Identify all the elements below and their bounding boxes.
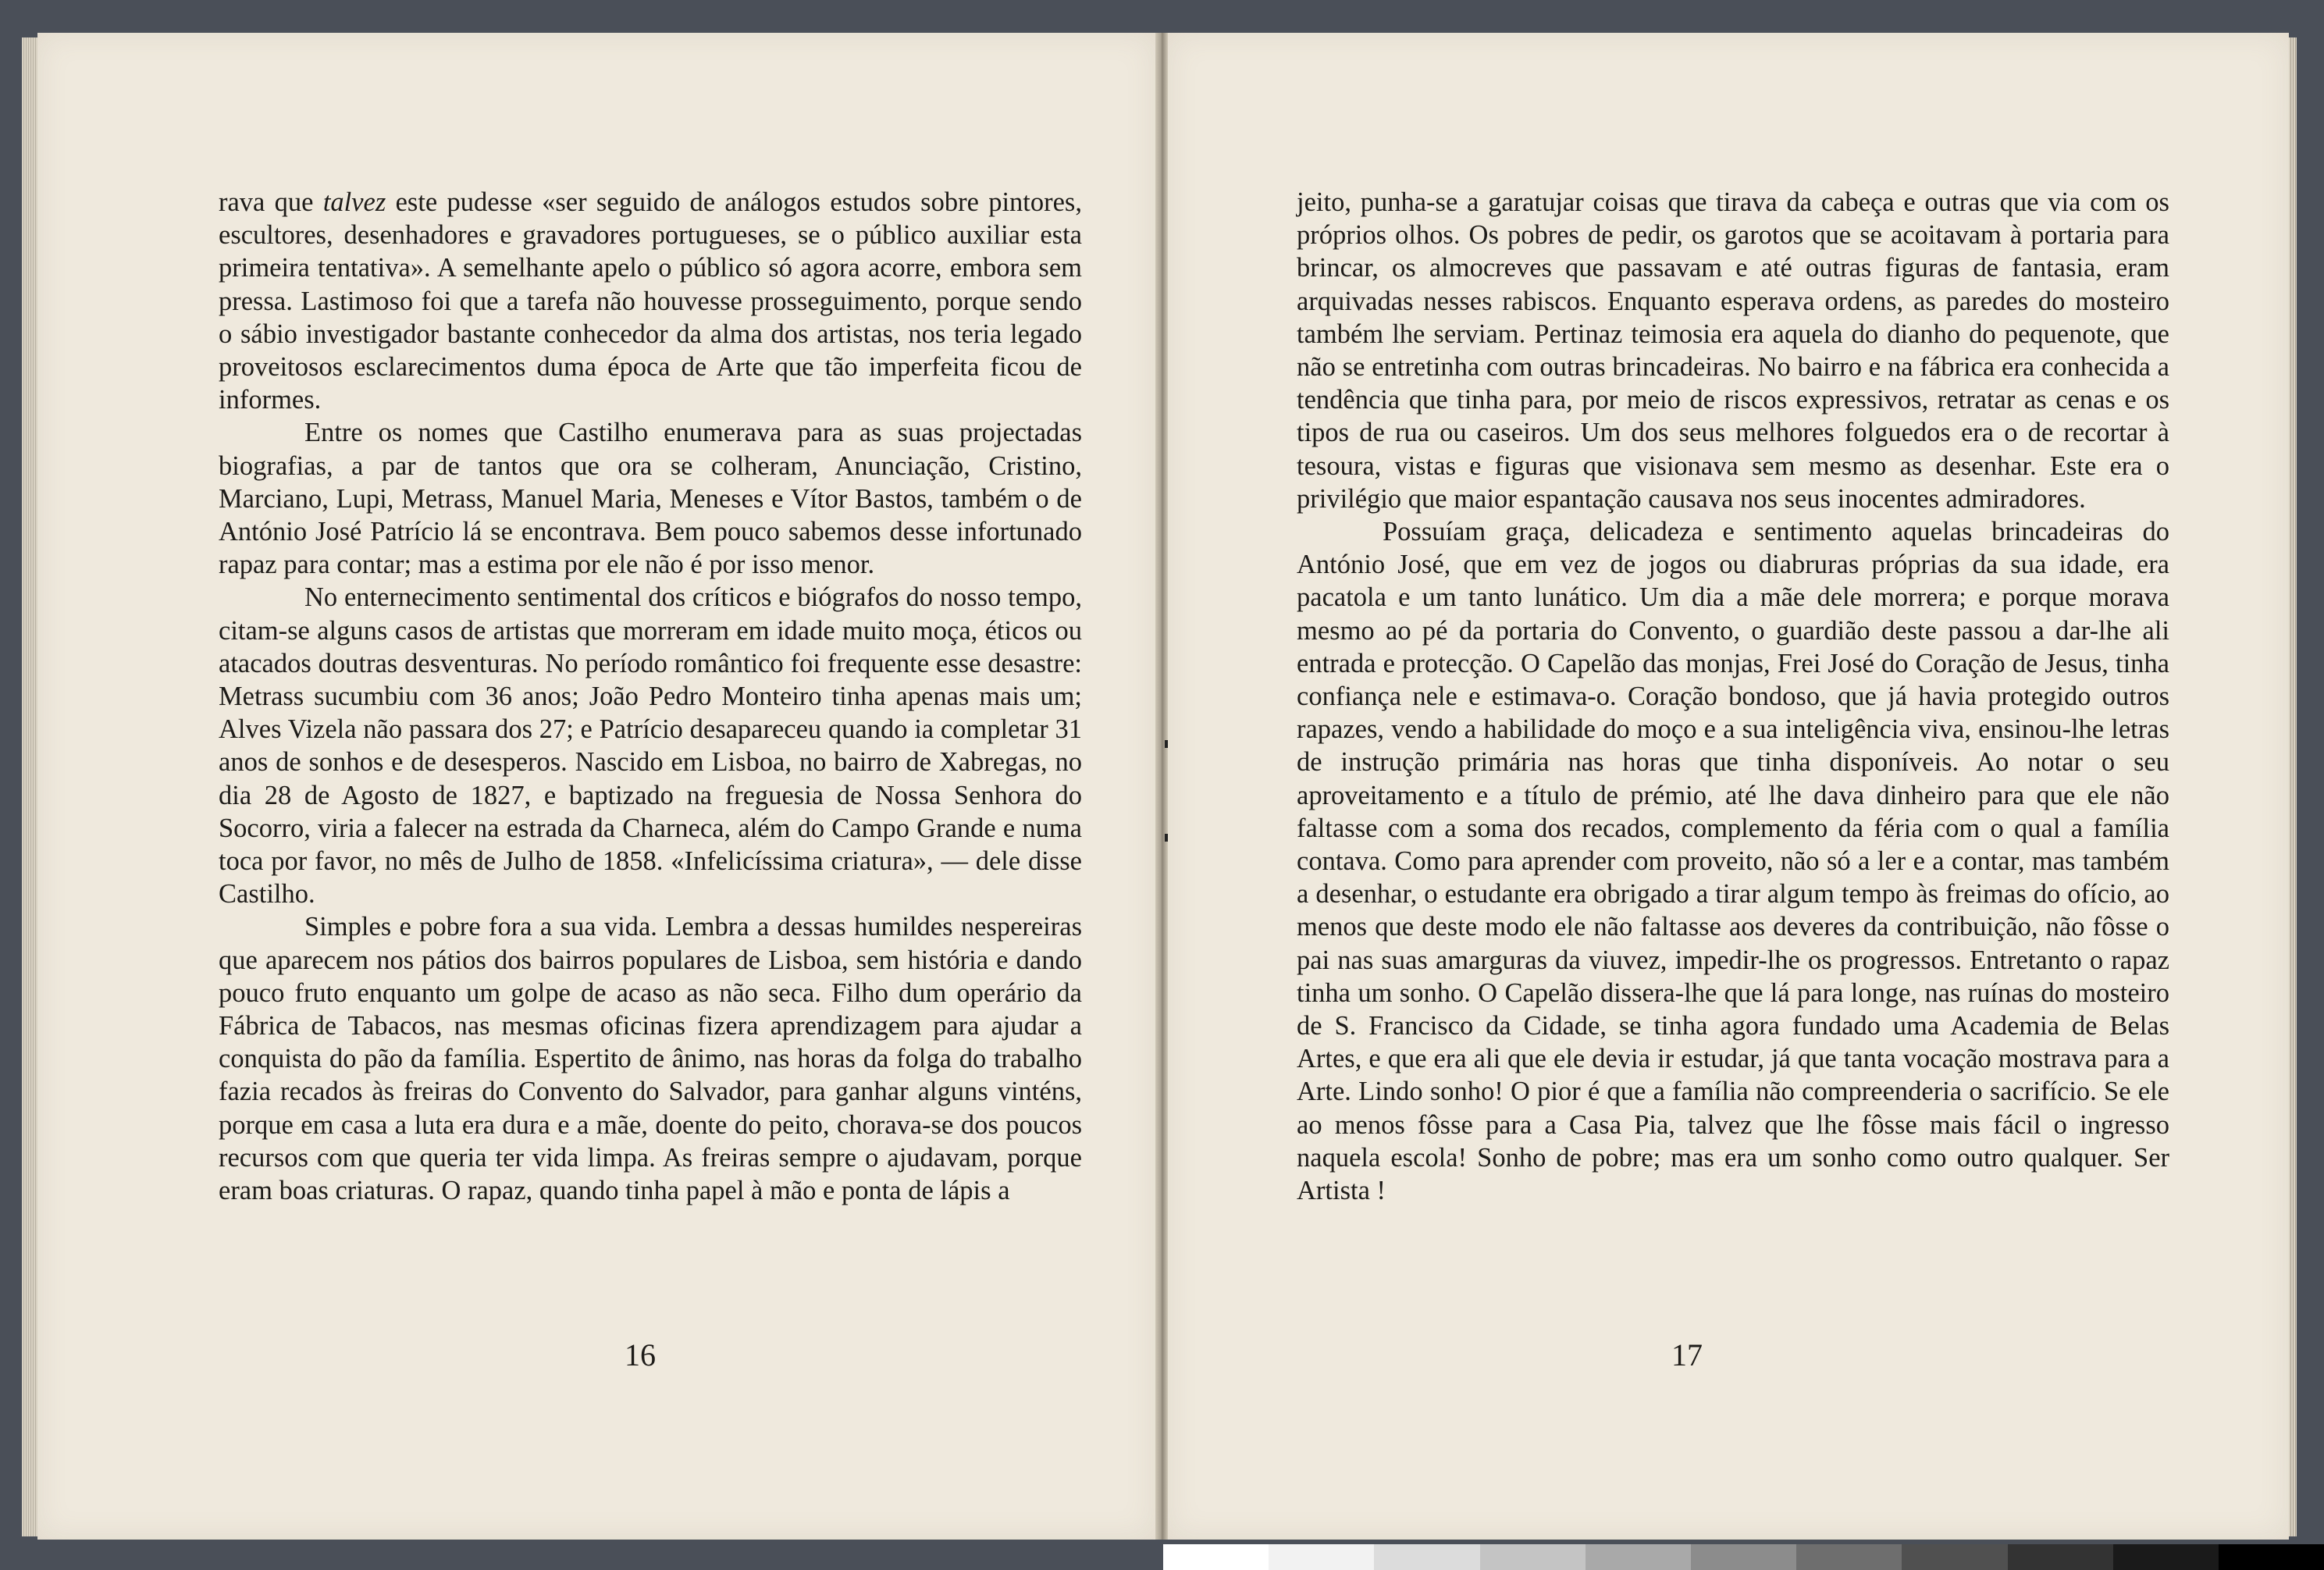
left-page bbox=[37, 33, 1155, 1540]
scale-swatch bbox=[1691, 1544, 1796, 1570]
left-page-number: 16 bbox=[625, 1337, 656, 1372]
scale-swatch bbox=[1374, 1544, 1479, 1570]
italic-word: talvez bbox=[322, 187, 386, 217]
left-page-body bbox=[219, 186, 1082, 1207]
page-edges-right bbox=[2289, 37, 2297, 1536]
right-paragraph-1: jeito, punha-se a garatujar coisas que tirava da cabeça e outras que via com os próprios olhos. Os pobres de pedir, os garotos que se acoitavam à portaria para brincar, os almocreves que passavam e até outras figuras de fantasia, eram arquivadas nesses rabiscos. Enquanto esperava ordens, as paredes do mosteiro também lhe serviam. Pertinaz teimosia era aquela do dianho do pequenote, que não se entretinha com outras brincadeiras. No bairro e na fábrica era conhecida a tendência que tinha para, por meio de riscos expressivos, retratar as cenas e os tipos de rua ou caseiros. Um dos seus melhores folguedos era o de recortar à tesoura, vistas e figuras que visionava sem mesmo as desenhar. Este era o privilégio que maior espantação causava nos seus inocentes admiradores. bbox=[1297, 187, 2169, 514]
scale-swatch bbox=[1480, 1544, 1586, 1570]
scale-swatch bbox=[1269, 1544, 1374, 1570]
right-page bbox=[1168, 33, 2289, 1540]
scale-swatch bbox=[1796, 1544, 1902, 1570]
scale-swatch bbox=[1163, 1544, 1269, 1570]
right-page-body bbox=[1297, 186, 2169, 1207]
scale-swatch bbox=[2113, 1544, 2219, 1570]
color-scale-bar bbox=[1163, 1544, 2324, 1570]
book-gutter bbox=[1155, 33, 1168, 1540]
scale-swatch bbox=[2008, 1544, 2113, 1570]
scale-swatch bbox=[1586, 1544, 1691, 1570]
right-paragraph-2: Possuíam graça, delicadeza e sentimento aquelas brincadeiras do António José, que em vez de jogos ou diabruras próprias da sua idade, era pacatola e um tanto lunático. Um dia a mãe dele morrera; e porque morava mesmo ao pé da portaria do Convento, o guardião deste passou a dar-lhe ali entrada e protecção. O Capelão das monjas, Frei José do Coração de Jesus, tinha confiança nele e estimava-o. Coração bondoso, que já havia protegido outros rapazes, vendo a habilidade do moço e a sua inteligência viva, ensinou-lhe letras de instrução primária nas horas que tinha disponíveis. Ao notar o seu aproveitamento e a título de prémio, até lhe dava dinheiro para que ele não faltasse com a soma dos recados, complemento da féria com o qual a família contava. Como para aprender com proveito, não só a ler e a contar, mas também a desenhar, o estudante era obrigado a tirar algum tempo às freimas do ofício, ao menos que deste modo ele não faltasse aos deveres da contribuição, não fôsse o pai nas suas amarguras da viuvez, impedir-lhe os progressos. Entretanto o rapaz tinha um sonho. O Capelão dissera-lhe que lá para longe, nas ruínas do mosteiro de S. Francisco da Cidade, se tinha agora fundado uma Academia de Belas Artes, e que era ali que ele devia ir estudar, já que tanta vocação mostrava para a Arte. Lindo sonho! O pior é que a família não compreenderia o sacrifício. Se ele ao menos fôsse para a Casa Pia, talvez que lhe fôsse mais fácil o ingresso naquela escola! Sonho de pobre; mas era um sonho como outro qualquer. Ser Artista ! bbox=[1297, 517, 2169, 1206]
left-paragraph-3: No enternecimento sentimental dos críticos e biógrafos do nosso tempo, citam-se alguns casos de artistas que morreram em idade muito moça, éticos ou atacados doutras desventuras. No período romântico foi frequente esse desastre: Metrass sucumbiu com 36 anos; João Pedro Monteiro tinha apenas mais um; Alves Vizela não passara dos 27; e Patrício desapareceu quando ia completar 31 anos de sonhos e de desesperos. Nascido em Lisboa, no bairro de Xabregas, no dia 28 de Agosto de 1827, e baptizado na freguesia de Nossa Senhora do Socorro, viria a falecer na estrada da Charneca, além do Campo Grande e numa toca por favor, no mês de Julho de 1858. «Infelicíssima criatura», — dele disse Castilho. bbox=[219, 582, 1082, 910]
scale-swatch bbox=[1902, 1544, 2007, 1570]
right-page-number: 17 bbox=[1671, 1337, 1703, 1372]
left-paragraph-4: Simples e pobre fora a sua vida. Lembra a dessas humildes nespereiras que aparecem nos pátios dos bairros populares de Lisboa, sem história e dando pouco fruto enquanto um golpe de acaso as não seca. Filho dum operário da Fábrica de Tabacos, nas mesmas oficinas fizera aprendizagem para ajudar a conquista do pão da família. Espertito de ânimo, nas horas da folga do trabalho fazia recados às freiras do Convento do Salvador, para ganhar alguns vinténs, porque em casa a luta era dura e a mãe, doente do peito, chorava-se dos poucos recursos com que queria ter vida limpa. As freiras sempre o ajudavam, porque eram boas criaturas. O rapaz, quando tinha papel à mão e ponta de lápis a bbox=[219, 912, 1082, 1206]
scale-swatch bbox=[2219, 1544, 2324, 1570]
left-paragraph-1: rava que talvez este pudesse «ser seguido de análogos estudos sobre pintores, escultores, desenhadores e gravadores portugueses, se o público auxiliar esta primeira tentativa». A semelhante apelo o público só agora acorre, embora sem pressa. Lastimoso foi que a tarefa não houvesse prosseguimento, porque sendo o sábio investigador bastante conhecedor da alma dos artistas, nos teria legado proveitosos esclarecimentos duma época de Arte que tão imperfeita ficou de informes. bbox=[219, 187, 1082, 415]
left-paragraph-2: Entre os nomes que Castilho enumerava para as suas projectadas biografias, a par de tantos que ora se colheram, Anunciação, Cristino, Marciano, Lupi, Metrass, Manuel Maria, Meneses e Vítor Bastos, também o de António José Patrício lá se encontrava. Bem pouco sabemos desse infortunado rapaz para contar; mas a estima por ele não é por isso menor. bbox=[219, 418, 1082, 580]
